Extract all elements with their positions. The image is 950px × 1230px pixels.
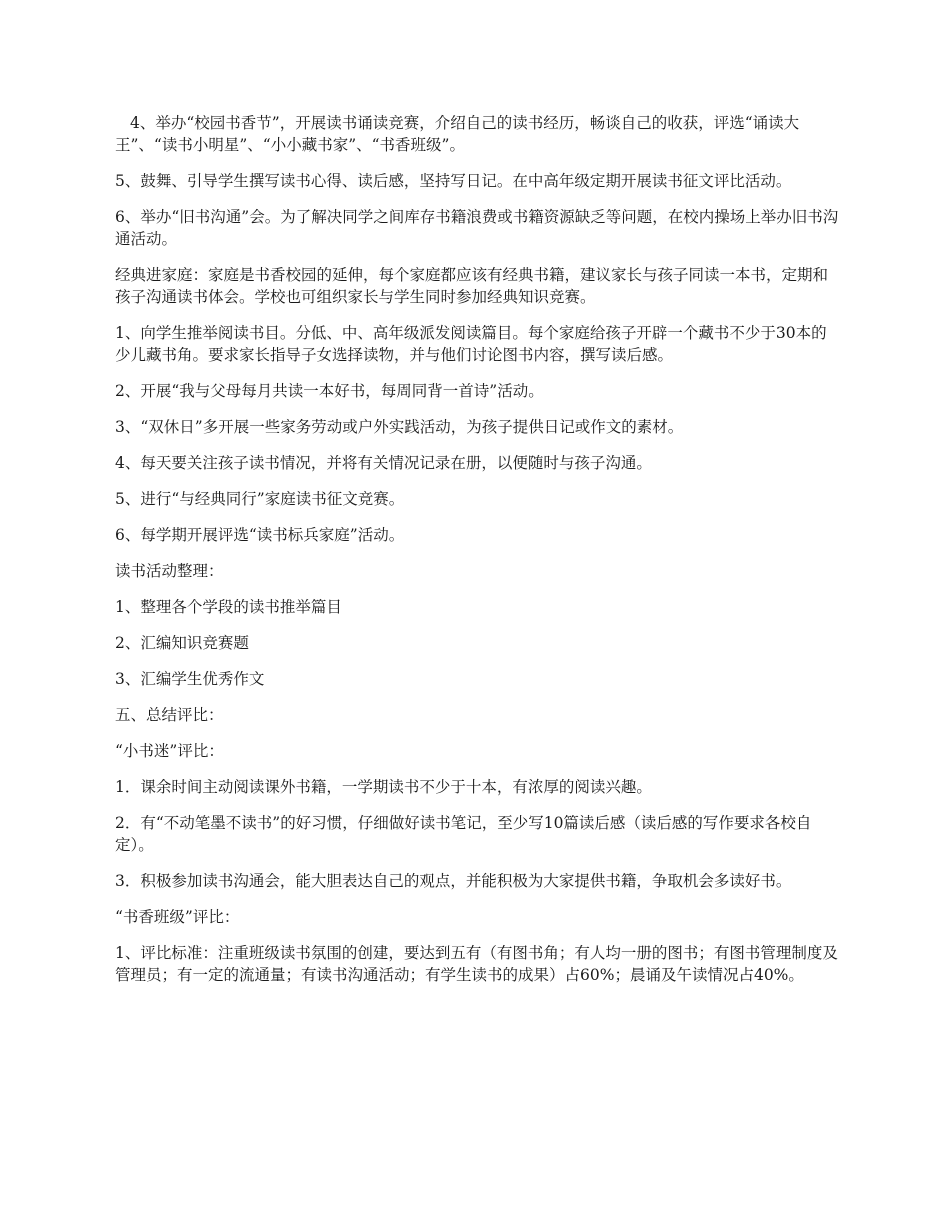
paragraph: 1、评比标准：注重班级读书氛围的创建，要达到五有（有图书角；有人均一册的图书；有图书管理制度及管理员；有一定的流通量；有读书沟通活动；有学生读书的成果）占60%；晨诵及午读情况占40%。 <box>115 944 838 984</box>
paragraph: 1、向学生推举阅读书目。分低、中、高年级派发阅读篇目。每个家庭给孩子开辟一个藏书不少于30本的少儿藏书角。要求家长指导子女选择读物，并与他们讨论图书内容，撰写读后感。 <box>115 324 827 364</box>
paragraph: 2．有“不动笔墨不读书”的好习惯，仔细做好读书笔记，至少写10篇读后感（读后感的写作要求各校自定）。 <box>115 814 812 854</box>
section-heading: “小书迷”评比： <box>115 742 224 760</box>
paragraph: 6、每学期开展评选“读书标兵家庭”活动。 <box>115 526 405 544</box>
paragraph: 2、开展“我与父母每月共读一本好书，每周同背一首诗”活动。 <box>115 382 544 400</box>
paragraph: 6、举办“旧书沟通”会。为了解决同学之间库存书籍浪费或书籍资源缺乏等问题，在校内操场上举办旧书沟通活动。 <box>115 208 839 248</box>
paragraph: 1、整理各个学段的读书推举篇目 <box>115 598 342 616</box>
section-heading: “书香班级”评比： <box>115 908 240 926</box>
paragraph: 3．积极参加读书沟通会，能大胆表达自己的观点，并能积极为大家提供书籍，争取机会多读好书。 <box>115 872 792 890</box>
document-body <box>115 112 840 1000</box>
section-heading: 读书活动整理： <box>115 562 224 580</box>
paragraph: 4、举办“校园书香节”，开展读书诵读竞赛，介绍自己的读书经历，畅谈自己的收获，评选“诵读大王”、“读书小明星”、“小小藏书家”、“书香班级”。 <box>115 114 800 154</box>
section-heading: 五、总结评比： <box>115 706 224 724</box>
paragraph: 3、汇编学生优秀作文 <box>115 670 265 688</box>
paragraph: 5、鼓舞、引导学生撰写读书心得、读后感，坚持写日记。在中高年级定期开展读书征文评比活动。 <box>115 172 792 190</box>
paragraph: 4、每天要关注孩子读书情况，并将有关情况记录在册，以便随时与孩子沟通。 <box>115 454 652 472</box>
paragraph: 3、“双休日”多开展一些家务劳动或户外实践活动，为孩子提供日记或作文的素材。 <box>115 418 684 436</box>
paragraph: 2、汇编知识竞赛题 <box>115 634 249 652</box>
paragraph: 1．课余时间主动阅读课外书籍，一学期读书不少于十本，有浓厚的阅读兴趣。 <box>115 778 652 796</box>
paragraph: 经典进家庭：家庭是书香校园的延伸，每个家庭都应该有经典书籍，建议家长与孩子同读一本书，定期和孩子沟通读书体会。学校也可组织家长与学生同时参加经典知识竞赛。 <box>115 266 829 306</box>
paragraph: 5、进行“与经典同行”家庭读书征文竞赛。 <box>115 490 405 508</box>
